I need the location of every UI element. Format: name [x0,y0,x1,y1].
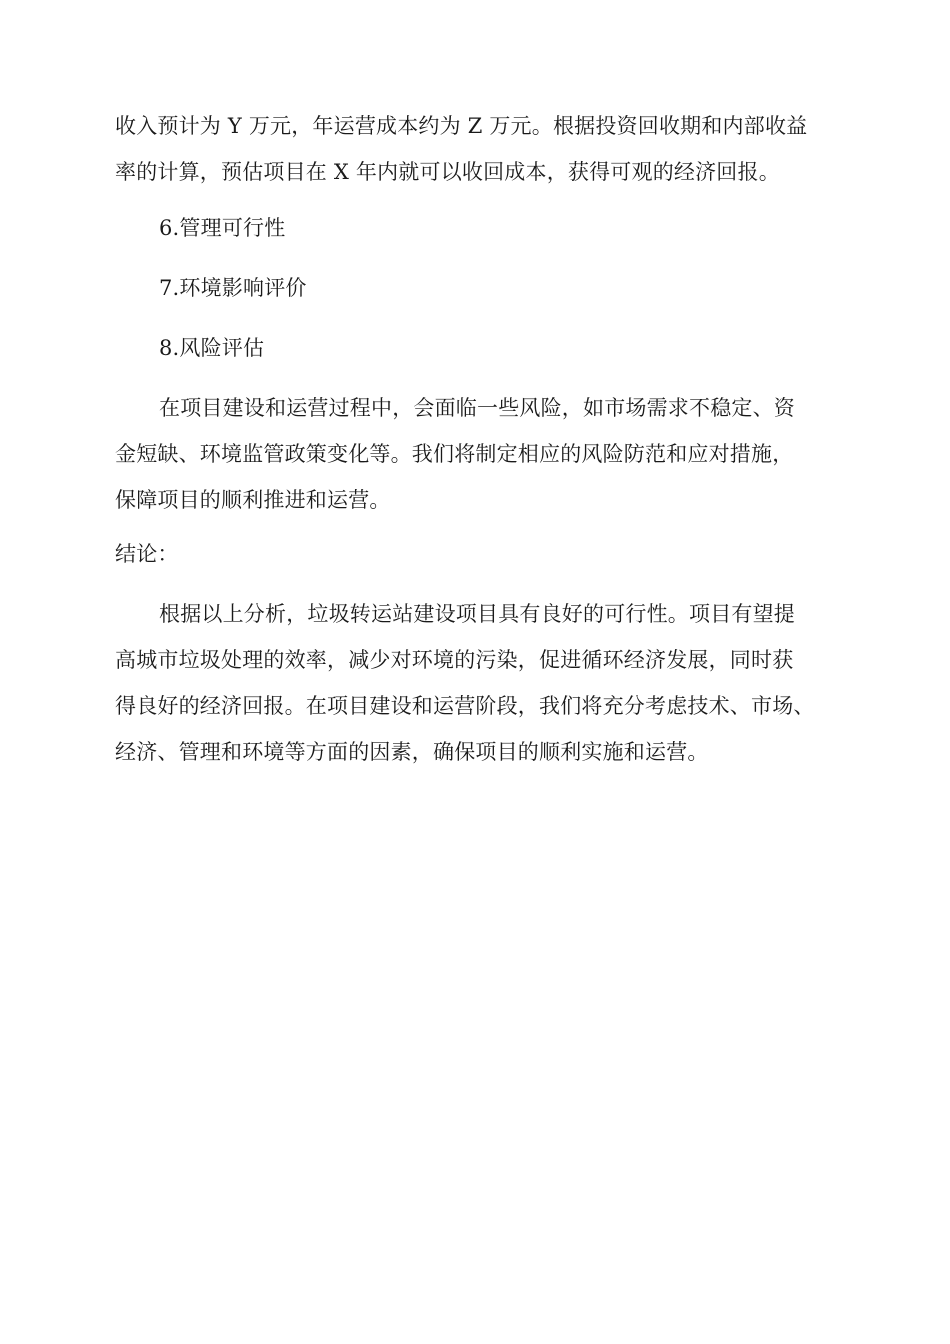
paragraph-line: 在项目建设和运营过程中，会面临一些风险，如市场需求不稳定、资 [159,396,795,420]
heading-text: 7.环境影响评价 [159,276,307,300]
heading-text: 8.风险评估 [159,336,265,360]
paragraph-line: 根据以上分析，垃圾转运站建设项目具有良好的可行性。项目有望提 [159,602,795,626]
paragraph-line: 保障项目的顺利推进和运营。 [115,488,391,512]
heading-text: 结论： [115,542,179,566]
paragraph-line: 得良好的经济回报。在项目建设和运营阶段，我们将充分考虑技术、市场、 [115,694,815,718]
section-heading-6 [115,213,855,243]
paragraph-line: 金短缺、环境监管政策变化等。我们将制定相应的风险防范和应对措施， [115,442,794,466]
paragraph-finance [115,111,855,187]
paragraph-line: 收入预计为 Y 万元，年运营成本约为 Z 万元。根据投资回收期和内部收益 [115,114,808,138]
paragraph-conclusion [115,599,855,767]
paragraph-line: 高城市垃圾处理的效率，减少对环境的污染，促进循环经济发展，同时获 [115,648,794,672]
heading-text: 6.管理可行性 [159,216,286,240]
conclusion-label [115,539,855,569]
section-heading-8 [115,333,855,363]
paragraph-line: 率的计算，预估项目在 X 年内就可以收回成本，获得可观的经济回报。 [115,160,780,184]
section-heading-7 [115,273,855,303]
paragraph-line: 经济、管理和环境等方面的因素，确保项目的顺利实施和运营。 [115,740,709,764]
paragraph-risk [115,393,855,515]
